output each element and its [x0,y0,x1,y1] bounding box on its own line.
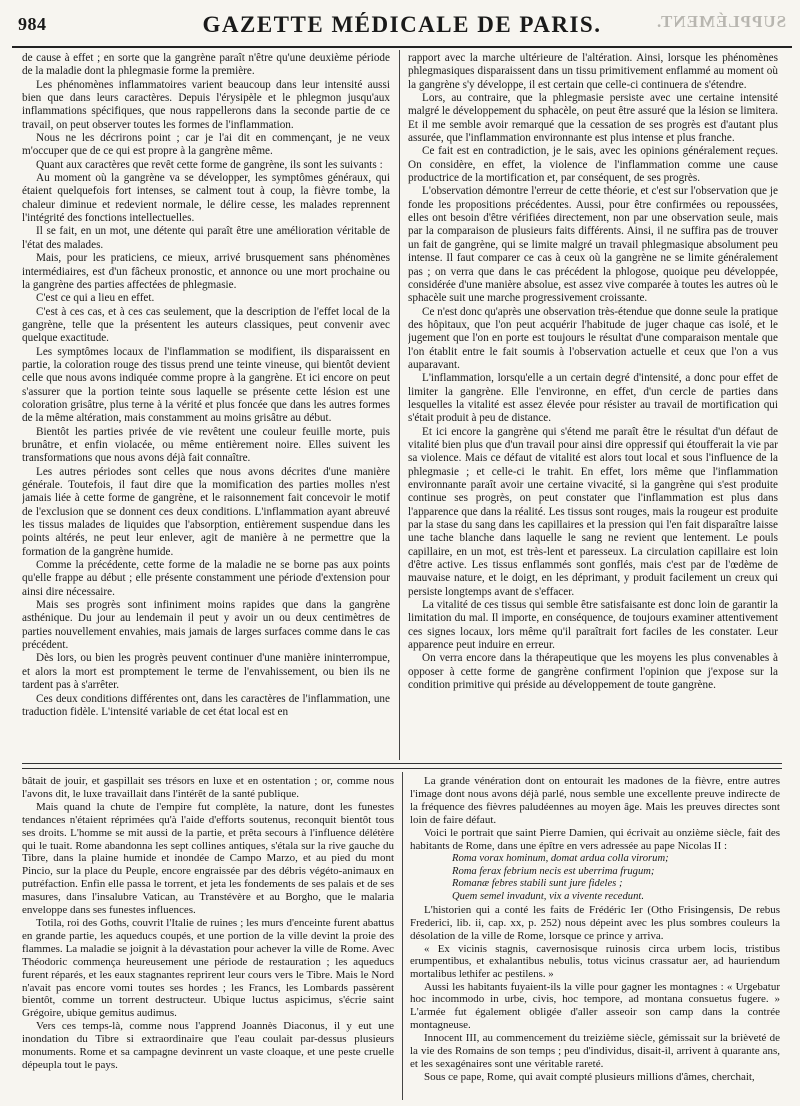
paragraph: On verra encore dans la thérapeutique que les moyens les plus convenables à opposer à cette forme de gangrène confirment l'opinion que j'expose sur la condition primitive qui préside au développement de toute gangrène. [408,652,778,692]
paragraph: Au moment où la gangrène va se développer, les symptômes généraux, qui étaient quelquefois fort intenses, se calment tout à coup, la fièvre tombe, la chaleur diminue et redevient normale, le délire cesse, les malades reprennent l'intégrité des fonctions intellectuelles. [22,172,390,225]
paragraph: Voici le portrait que saint Pierre Damien, qui écrivait au onzième siècle, fait des habitants de Rome, dans une épître en vers adressée au pape Nicolas II : [410,826,780,852]
paragraph: La vitalité de ces tissus qui semble être satisfaisante est donc loin de garantir la limitation du mal. Il importe, en conséquence, de toujours examiner attentivement ces signes locaux, lors même qu'il paraîtrait fort faciles de les constater. Leur apparence peut induire en erreur. [408,599,778,652]
paragraph: Les symptômes locaux de l'inflammation se modifient, ils disparaissent en partie, la coloration rouge des tissus prend une teinte vineuse, qui bientôt devient celle que nous avons indiquée comme propre à la gangrène. Et ici encore on peut s'assurer que la portion teinte sous laquelle se présente cette lésion est une coloration grisâtre, plus terne à la vérité et plus foncée que dans les autres formes de la même altération, mais constamment au moins grisâtre au début. [22,345,390,425]
paragraph: Ces deux conditions différentes ont, dans les caractères de l'inflammation, une traduction fidèle. L'intensité variable de cet état local est en [22,692,390,718]
verse-line: Roma ferax febrium necis est uberrima frugum; [452,865,655,877]
feuilleton-rule-bottom [22,768,782,769]
paragraph: Nous ne les décrirons point ; car je l'ai dit en commençant, je ne veux m'occuper que de ce qui est propre à la gangrène même. [22,132,390,158]
paragraph: L'inflammation, lorsqu'elle a un certain degré d'intensité, a donc pour effet de limiter la gangrène. Elle l'environne, en effet, d'un cercle de parties dans lesquelles la vitalité est assez élevée pour résister au travail de mortification qui s'était produit à peu de distance. [408,372,778,425]
feuilleton-rule-top [22,763,782,764]
verse-line: Quem semel invadunt, vix a vivente recedunt. [452,890,644,902]
paragraph: C'est à ces cas, et à ces cas seulement, que la description de l'effet local de la gangrène, telle que la présentent les auteurs classiques, peut convenir avec quelque exactitude. [22,305,390,345]
bleed-through-text: SUPPLÉMENT. [655,12,786,31]
paragraph: bâtait de jouir, et gaspillait ses trésors en luxe et en ostentation ; or, comme nous l'avons dit, le luxe travaillait dans l'intérêt de la santé publique. [22,775,394,800]
verse-line: Romanæ febres stabili sunt jure fideles ; [452,878,623,890]
paragraph: Quant aux caractères que revêt cette forme de gangrène, ils sont les suivants : [36,158,383,171]
journal-title: GAZETTE MÉDICALE DE PARIS. [202,12,602,37]
paragraph: Sous ce pape, Rome, qui avait compté plusieurs millions d'âmes, cherchait, [424,1070,755,1083]
paragraph: Bientôt les parties privée de vie revêtent une couleur feuille morte, puis brunâtre, et enfin violacée, ou même entièrement noire. Elles suivent les transformations que nous avons déjà fait connaître. [22,425,390,465]
paragraph: La grande vénération dont on entourait les madones de la fièvre, entre autres l'image dont nous avons déjà parlé, nous semble une excellente preuve indirecte de la fréquence des fièvres paludéennes au moyen âge. Mais les preuves directes sont loin de faire défaut. [410,775,780,826]
paragraph: Mais, pour les praticiens, ce mieux, arrivé brusquement sans phénomènes intermédiaires, est d'un fâcheux pronostic, et annonce ou une mort prochaine ou la gangrène des parties affectées de phlegmasie. [22,252,390,291]
paragraph: Mais ses progrès sont infiniment moins rapides que dans la gangrène asthénique. Du jour au lendemain il peut y avoir un ou deux centimètres de parties nouvellement envahies, mais jamais de larges surfaces comme dans le cas précédent. [22,599,390,652]
paragraph: Innocent III, au commencement du treizième siècle, gémissait sur la brièveté de la vie des Romains de son temps ; peu d'individus, disait-il, arrivent à quarante ans, et les sexagénaires sont une véritable rareté. [410,1032,780,1070]
column-divider [399,50,400,760]
paragraph: L'historien qui a conté les faits de Frédéric Ier (Otho Frisingensis, De rebus Frederici, lib. ii, cap. xx, p. 252) nous dépeint avec les plus sombres couleurs la désolation de la ville de Rome, lorsque ce prince y arriva. [410,904,780,942]
paragraph: L'observation démontre l'erreur de cette théorie, et c'est sur l'observation que je fonde les propositions précédentes. Aussi, pour être confirmées ou repoussées, elles ont besoin d'être vérifiées directement, non par une observation seule, mais par la comparaison de plusieurs faits différents. Ainsi, il ne suffira pas de trouver un fait de gangrène, qui se limite malgré un travail phlegmasique absolument peu intense. Il faut comparer ce cas à ceux où la gangrène ne se limite généralement pas ; on verra que dans le cas précédent la phlogose, quoique peu développée, considérée d'une manière absolue, est assez vive comparée à toutes les autres où le sphacèle suit une marche progressivement croissante. [408,185,778,305]
latin-verse [452,853,780,903]
feuilleton-column-right [410,775,780,1095]
paragraph: Vers ces temps-là, comme nous l'apprend Joannès Diaconus, il y eut une inondation du Tibre si extraordinaire que l'eau coulait par-dessus plusieurs monuments. Rome et sa campagne devinrent un vaste cloaque, et une peste cruelle dépeupla tout le pays. [22,1020,394,1071]
latin-quote: « Ex vicinis stagnis, cavernosisque ruinosis circa urbem locis, tristibus erumpentibus, et exhalantibus nebulis, totus vicinus crassatur aer, ad hauriendum mortalibus lethifer ac pestilens. » [410,942,780,980]
page-header [12,0,792,46]
paragraph: de cause à effet ; en sorte que la gangrène paraît n'être qu'une deuxième période de la maladie dont la phlegmasie forme la première. [22,52,390,78]
paragraph: Il se fait, en un mot, une détente qui paraît être une amélioration véritable de l'état des malades. [22,225,390,251]
paragraph: Comme la précédente, cette forme de la maladie ne se borne pas aux points qu'elle frappe au début ; elle présente constamment une période d'extension pour ainsi dire nécessaire. [22,559,390,598]
page-number: 984 [18,14,47,34]
paragraph: Aussi les habitants fuyaient-ils la ville pour gagner les montagnes : « Urgebatur hoc incommodo in urbe, civis, hoc tempore, ad montana consuetus fugere. » L'armée fut également obligée d'aller asseoir son camp dans la contrée montagneuse. [410,980,780,1032]
paragraph: Mais quand la chute de l'empire fut complète, la nature, dont les funestes tendances n'étaient réprimées qu'à l'aide d'efforts soutenus, reconquit bientôt tous ses droits. L'homme se mit aussi de la partie, et prêta secours à l'influence délétère qui le tuait. Rome abandonna les sept collines antiques, s'étala sur la rive gauche du Tibre, dans la plaine humide et inondée de Campo Marzo, et au pied du mont Pincio, sur la place du Peuple, encore engraissée par des débris végéto-animaux en putréfaction. Enfin elle passa le torrent, et jeta les fondements de ses palais et de ses masures, dans l'insalubre Vatican, au Transtévère et au Borgho, que le malaria enveloppe dans ses funestes influences. [22,800,394,917]
paragraph: Totila, roi des Goths, couvrit l'Italie de ruines ; les murs d'enceinte furent abattus en grande partie, les aqueducs coupés, et une portion de la ville devint la proie des flammes. La maladie se joignit à la dévastation pour achever la ville de Rome. Avec Théodoric commença heureusement une période de restauration ; les aqueducs furent réparés, et les eaux stagnantes reprirent leur cours vers le Tibre. Mais le Nord n'avait pas encore vomi toutes ses hordes ; les Francs, les Lombards passèrent bientôt, comme un torrent destructeur. Ubique luctus aspicimus, s'écrie saint Grégoire, ubique gemitus audimus. [22,916,394,1020]
feuilleton-column-left [22,775,394,1090]
paragraph: Ce n'est donc qu'après une observation très-étendue que donne seule la pratique des hôpitaux, que l'on peut acquérir l'habitude de juger chaque cas isolé, et le jugement que l'on en porte est toujours le résultat d'une comparaison mentale que l'on établit entre le fait soumis à l'observation actuelle et ceux que l'on a vus auparavant. [408,305,778,371]
paragraph: Les phénomènes inflammatoires varient beaucoup dans leur intensité aussi bien que dans leurs caractères. Depuis l'érysipèle et le phlegmon jusqu'aux inflammations spécifiques, que nous rappellerons dans la seconde partie de ce travail, on peut observer toutes les formes de l'inflammation. [22,78,390,131]
paragraph: C'est ce qui a lieu en effet. [36,292,155,305]
paragraph: Lors, au contraire, que la phlegmasie persiste avec une certaine intensité malgré le développement du sphacèle, on peut être assuré que la lésion se limitera. Et il me semble avoir remarqué que la cessation de ses progrès est d'autant plus assurée, que l'inflammation environnante est plus intense et plus franche. [408,92,778,145]
paragraph: rapport avec la marche ultérieure de l'altération. Ainsi, lorsque les phénomènes phlegmasiques disparaissent dans un tissu primitivement enflammé au moment où la gangrène s'y développe, il est certain que celle-ci continuera de s'étendre. [408,52,778,91]
header-rule [12,46,792,48]
paragraph: Et ici encore la gangrène qui s'étend me paraît être le résultat d'un défaut de vitalité bien plus que d'un travail pour ainsi dire oppressif qui étoufferait la vie par sa violence. Mais ce défaut de vitalité est alors tout local et sous l'influence de la phlegmasie ; et celle-ci le trahit. En effet, lors même que l'inflammation environnante paraît avoir une certaine vivacité, si la gangrène qui s'est produite continue ses progrès, on peut constater que l'inflammation est plus dans l'apparence que dans la réalité. Les tissus sont rouges, mais la rougeur est produite par la stase du sang dans les capillaires et la pression qui l'en fait disparaître laisse une tache blanche dans laquelle le sang ne revient que lentement. Le pouls capillaire, en un mot, est très-lent et paresseux. La circulation capillaire est loin d'être active. Les tissus enflammés sont gonflés, mais c'est par de l'œdème de mauvaise nature, et le doigt, en les déprimant, y produit facilement un creux qui persiste longtemps avant de s'effacer. [408,425,778,598]
paragraph: Ce fait est en contradiction, je le sais, avec les opinions généralement reçues. On considère, en effet, la violence de l'inflammation comme une cause productrice de la mortification et, par conséquent, de ses progrès. [408,145,778,185]
paragraph: Dès lors, ou bien les progrès peuvent continuer d'une manière ininterrompue, et alors la mort est promptement le terme de l'envahissement, ou bien ils ne tardent pas à s'arrêter. [22,652,390,692]
main-column-left [22,52,390,752]
main-column-right [408,52,778,762]
feuilleton-column-divider [402,772,403,1100]
paragraph: Les autres périodes sont celles que nous avons décrites d'une manière générale. Toutefois, il faut dire que la momification des parties molles n'est jamais liée à cette forme de gangrène, et le raisonnement fait concevoir le motif de l'exclusion que se donnent ces deux conditions. L'inflammation ayant abreuvé les tissus malades de liquides que l'absorption, entièrement suspendue dans les points altérés, ne peut leur enlever, agit de manière à ne permettre que la formation de la gangrène humide. [22,465,390,558]
verse-line: Roma vorax hominum, domat ardua colla virorum; [452,853,669,865]
